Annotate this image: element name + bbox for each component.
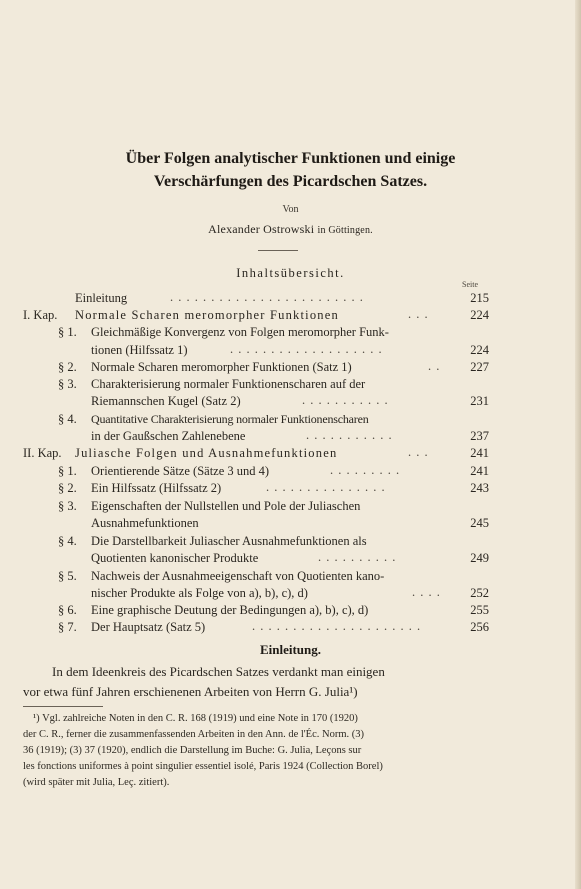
toc-entry-text: Quantitative Charakterisierung normaler Funktionenscharen	[91, 412, 369, 426]
toc-heading: Inhaltsübersicht.	[236, 266, 345, 280]
toc-entry-text: nischer Produkte als Folge von a), b), c), d)	[91, 586, 308, 600]
toc-page-number: 224	[470, 308, 489, 322]
toc-entry-text: Charakterisierung normaler Funktionenscharen auf der	[91, 377, 366, 391]
toc-entry-text: Eigenschaften der Nullstellen und Pole der Juliaschen	[91, 499, 361, 513]
article-title-line-1: Über Folgen analytischer Funktionen und einige	[125, 150, 456, 167]
toc-section-label: § 3.	[58, 377, 77, 391]
toc-entry-text: Quotienten kanonischer Produkte	[91, 551, 259, 565]
toc-chapter-label: II. Kap.	[23, 446, 62, 460]
toc-chapter-label: I. Kap.	[23, 308, 58, 322]
toc-page-number: 237	[470, 429, 489, 443]
toc-page-number: 224	[470, 343, 489, 357]
article-title-line-2: Verschärfungen des Picardschen Satzes.	[153, 173, 428, 190]
toc-page-number: 256	[470, 620, 489, 634]
toc-page-number: 241	[470, 446, 489, 460]
toc-leader: . . . . . . . . . . . . . . . . . . .	[230, 342, 383, 356]
toc-leader: . . .	[408, 307, 429, 321]
toc-entry-text: Ein Hilfssatz (Hilfssatz 2)	[91, 481, 222, 495]
toc-entry-text: Orientierende Sätze (Sätze 3 und 4)	[91, 464, 270, 478]
toc-entry-text: in der Gaußschen Zahlenebene	[91, 429, 246, 443]
toc-leader: . .	[428, 359, 441, 373]
section-heading-einleitung: Einleitung.	[259, 642, 322, 657]
toc-entry-text: Riemannschen Kugel (Satz 2)	[91, 394, 241, 408]
toc-page-column-label: Seite	[462, 280, 478, 289]
toc-section-label: § 3.	[58, 499, 77, 513]
toc-entry-text: Die Darstellbarkeit Juliascher Ausnahmefunktionen als	[91, 534, 367, 548]
toc-leader: . . . . . . . . . . . . . . .	[266, 480, 386, 494]
toc-entry-text: Normale Scharen meromorpher Funktionen (Satz 1)	[91, 360, 352, 374]
toc-page-number: 249	[470, 551, 489, 565]
toc-section-label: § 7.	[58, 620, 77, 634]
footnote-line-5: (wird später mit Julia, Leç. zitiert).	[23, 777, 170, 788]
author-name: Alexander Ostrowski	[208, 222, 315, 236]
toc-page-number: 243	[470, 481, 489, 495]
toc-page-number: 252	[470, 586, 489, 600]
toc-section-label: § 2.	[58, 481, 77, 495]
toc-section-label: § 5.	[58, 569, 77, 583]
toc-entry-text: Ausnahmefunktionen	[91, 516, 199, 530]
toc-leader: . . . .	[412, 585, 441, 599]
footnote-line-4: les fonctions uniformes à point singulier essentiel isolé, Paris 1924 (Collection Borel)	[23, 761, 383, 772]
toc-leader: . . . . . . . . . . .	[302, 393, 389, 407]
toc-entry-text: tionen (Hilfssatz 1)	[91, 343, 188, 357]
toc-entry-text: Normale Scharen meromorpher Funktionen	[75, 308, 339, 322]
footnote-line-1: ¹) Vgl. zahlreiche Noten in den C. R. 168 (1919) und eine Note in 170 (1920)	[33, 713, 358, 724]
toc-section-label: § 1.	[58, 325, 77, 339]
author-location: in Göttingen.	[317, 225, 373, 236]
toc-entry-text: Gleichmäßige Konvergenz von Folgen meromorpher Funk-	[91, 325, 389, 339]
toc-page-number: 255	[470, 603, 489, 617]
toc-leader: . . . . . . . . . .	[318, 550, 397, 564]
toc-section-label: § 1.	[58, 464, 77, 478]
toc-section-label: § 4.	[58, 412, 77, 426]
toc-leader: . . . . . . . . . . .	[306, 428, 393, 442]
toc-entry-text: Einleitung	[75, 291, 128, 305]
toc-page-number: 245	[470, 516, 489, 530]
toc-section-label: § 4.	[58, 534, 77, 548]
toc-leader: . . . . . . . . . . . . . . . . . . . . .	[252, 619, 422, 633]
toc-entry-text: Der Hauptsatz (Satz 5)	[91, 620, 206, 634]
body-paragraph-line-1: In dem Ideenkreis des Picardschen Satzes verdankt man einigen	[52, 664, 385, 679]
footnote-line-3: 36 (1919); (3) 37 (1920), endlich die Darstellung im Buche: G. Julia, Leçons sur	[23, 745, 362, 756]
toc-entry-text: Nachweis der Ausnahmeeigenschaft von Quotienten kano-	[91, 569, 385, 583]
toc-page-number: 227	[470, 360, 489, 374]
footnote-divider	[23, 706, 103, 707]
toc-page-number: 215	[470, 291, 489, 305]
toc-leader: . . .	[408, 445, 429, 459]
footnote-line-2: der C. R., ferner die zusammenfassenden Arbeiten in den Ann. de l'Éc. Norm. (3)	[23, 729, 364, 740]
toc-leader: . . . . . . . . . . . . . . . . . . . . . . . .	[170, 290, 364, 304]
toc-entry-text: Juliasche Folgen und Ausnahmefunktionen	[75, 446, 338, 460]
toc-entry-text: Eine graphische Deutung der Bedingungen a), b), c), d)	[91, 603, 369, 617]
toc-leader: . . . . . . . . .	[330, 463, 401, 477]
toc-section-label: § 6.	[58, 603, 77, 617]
toc-section-label: § 2.	[58, 360, 77, 374]
byline-von: Von	[282, 204, 299, 215]
toc-page-number: 241	[470, 464, 489, 478]
body-paragraph-line-2: vor etwa fünf Jahren erschienenen Arbeiten von Herrn G. Julia¹)	[23, 684, 358, 699]
toc-page-number: 231	[470, 394, 489, 408]
